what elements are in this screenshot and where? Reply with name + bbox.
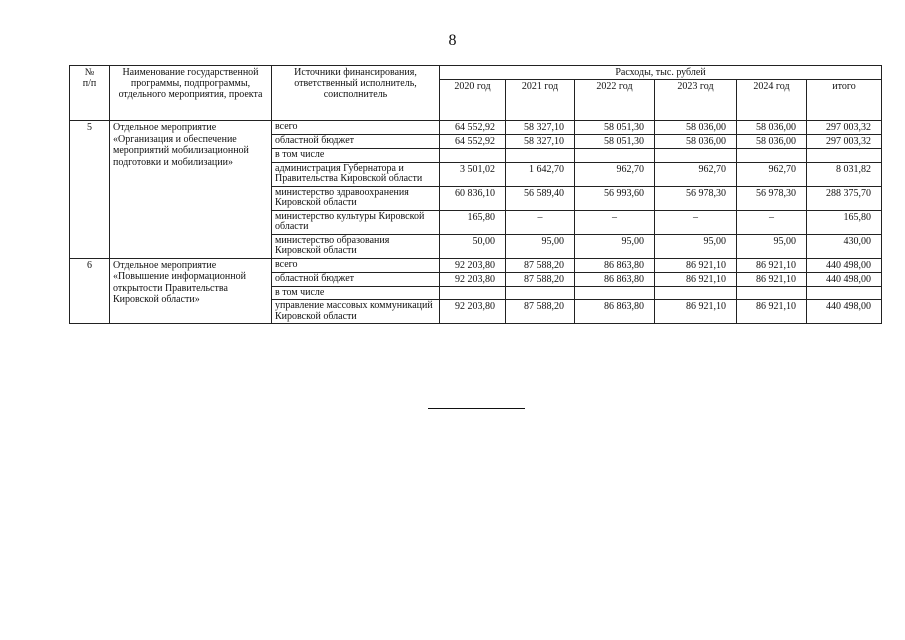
cell-total: 440 498,00 (807, 300, 882, 324)
cell-2021: 56 589,40 (506, 186, 575, 210)
row-name: Отдельное мероприятие «Повышение информационной открытости Правительства Кировской области» (110, 258, 272, 324)
cell-2022: 95,00 (575, 234, 655, 258)
cell-total: 8 031,82 (807, 162, 882, 186)
cell-2024: 58 036,00 (737, 135, 807, 149)
cell-2020: 50,00 (440, 234, 506, 258)
header-year-2023: 2023 год (655, 80, 737, 121)
cell-total: 165,80 (807, 210, 882, 234)
cell-2024 (737, 286, 807, 300)
cell-2022 (575, 149, 655, 163)
cell-2022: 56 993,60 (575, 186, 655, 210)
cell-2023: 86 921,10 (655, 300, 737, 324)
cell-2022: – (575, 210, 655, 234)
header-year-2022: 2022 год (575, 80, 655, 121)
row-number: 5 (70, 121, 110, 259)
cell-2020: 92 203,80 (440, 300, 506, 324)
cell-2021: 58 327,10 (506, 135, 575, 149)
cell-2021 (506, 149, 575, 163)
cell-2023 (655, 149, 737, 163)
cell-2022: 86 863,80 (575, 258, 655, 272)
row-source: областной бюджет (272, 272, 440, 286)
cell-2020: 64 552,92 (440, 121, 506, 135)
cell-2022: 86 863,80 (575, 300, 655, 324)
header-num: № п/п (70, 66, 110, 121)
header-expenses: Расходы, тыс. рублей (440, 66, 882, 80)
cell-2021: – (506, 210, 575, 234)
cell-2021: 87 588,20 (506, 300, 575, 324)
cell-total: 297 003,32 (807, 121, 882, 135)
cell-2020: 92 203,80 (440, 272, 506, 286)
cell-2021: 95,00 (506, 234, 575, 258)
cell-2020: 3 501,02 (440, 162, 506, 186)
cell-2022 (575, 286, 655, 300)
row-source: всего (272, 258, 440, 272)
row-source: областной бюджет (272, 135, 440, 149)
cell-total: 430,00 (807, 234, 882, 258)
cell-2021 (506, 286, 575, 300)
cell-2024: – (737, 210, 807, 234)
cell-2023: 86 921,10 (655, 258, 737, 272)
row-source: администрация Губернатора и Правительства Кировской области (272, 162, 440, 186)
cell-2023 (655, 286, 737, 300)
cell-2020: 92 203,80 (440, 258, 506, 272)
row-source: в том числе (272, 286, 440, 300)
table-row (70, 121, 882, 135)
cell-total: 440 498,00 (807, 258, 882, 272)
cell-2023: 58 036,00 (655, 121, 737, 135)
cell-2024 (737, 149, 807, 163)
cell-2021: 87 588,20 (506, 272, 575, 286)
cell-2023: 58 036,00 (655, 135, 737, 149)
cell-2024: 86 921,10 (737, 258, 807, 272)
cell-2020 (440, 149, 506, 163)
header-total: итого (807, 80, 882, 121)
row-name: Отдельное мероприятие «Организация и обеспечение мероприятий мобилизационной подготовки и мобилизации» (110, 121, 272, 259)
cell-total (807, 286, 882, 300)
cell-2023: 86 921,10 (655, 272, 737, 286)
cell-2020 (440, 286, 506, 300)
cell-2022: 86 863,80 (575, 272, 655, 286)
cell-2023: – (655, 210, 737, 234)
row-source: министерство культуры Кировской области (272, 210, 440, 234)
header-name: Наименование государственной программы, подпрограммы, отдельного мероприятия, проекта (110, 66, 272, 121)
cell-2024: 95,00 (737, 234, 807, 258)
cell-2024: 56 978,30 (737, 186, 807, 210)
table-row (70, 258, 882, 272)
cell-2023: 56 978,30 (655, 186, 737, 210)
header-year-2024: 2024 год (737, 80, 807, 121)
page-number: 8 (448, 32, 457, 49)
row-source: министерство здравоохранения Кировской области (272, 186, 440, 210)
cell-2024: 86 921,10 (737, 272, 807, 286)
cell-2020: 64 552,92 (440, 135, 506, 149)
row-source: в том числе (272, 149, 440, 163)
cell-2021: 1 642,70 (506, 162, 575, 186)
cell-2023: 962,70 (655, 162, 737, 186)
cell-total: 288 375,70 (807, 186, 882, 210)
row-source: министерство образования Кировской области (272, 234, 440, 258)
cell-total (807, 149, 882, 163)
row-number: 6 (70, 258, 110, 324)
row-source: управление массовых коммуникаций Кировской области (272, 300, 440, 324)
cell-2022: 58 051,30 (575, 121, 655, 135)
cell-total: 297 003,32 (807, 135, 882, 149)
cell-2020: 60 836,10 (440, 186, 506, 210)
header-source: Источники финансирования, ответственный исполнитель, соисполнитель (272, 66, 440, 121)
row-source: всего (272, 121, 440, 135)
cell-2021: 87 588,20 (506, 258, 575, 272)
cell-2020: 165,80 (440, 210, 506, 234)
cell-2024: 86 921,10 (737, 300, 807, 324)
header-year-2021: 2021 год (506, 80, 575, 121)
cell-total: 440 498,00 (807, 272, 882, 286)
end-of-document-rule (428, 408, 525, 409)
cell-2023: 95,00 (655, 234, 737, 258)
cell-2021: 58 327,10 (506, 121, 575, 135)
budget-table (69, 65, 882, 324)
cell-2024: 962,70 (737, 162, 807, 186)
cell-2022: 962,70 (575, 162, 655, 186)
cell-2022: 58 051,30 (575, 135, 655, 149)
header-year-2020: 2020 год (440, 80, 506, 121)
cell-2024: 58 036,00 (737, 121, 807, 135)
